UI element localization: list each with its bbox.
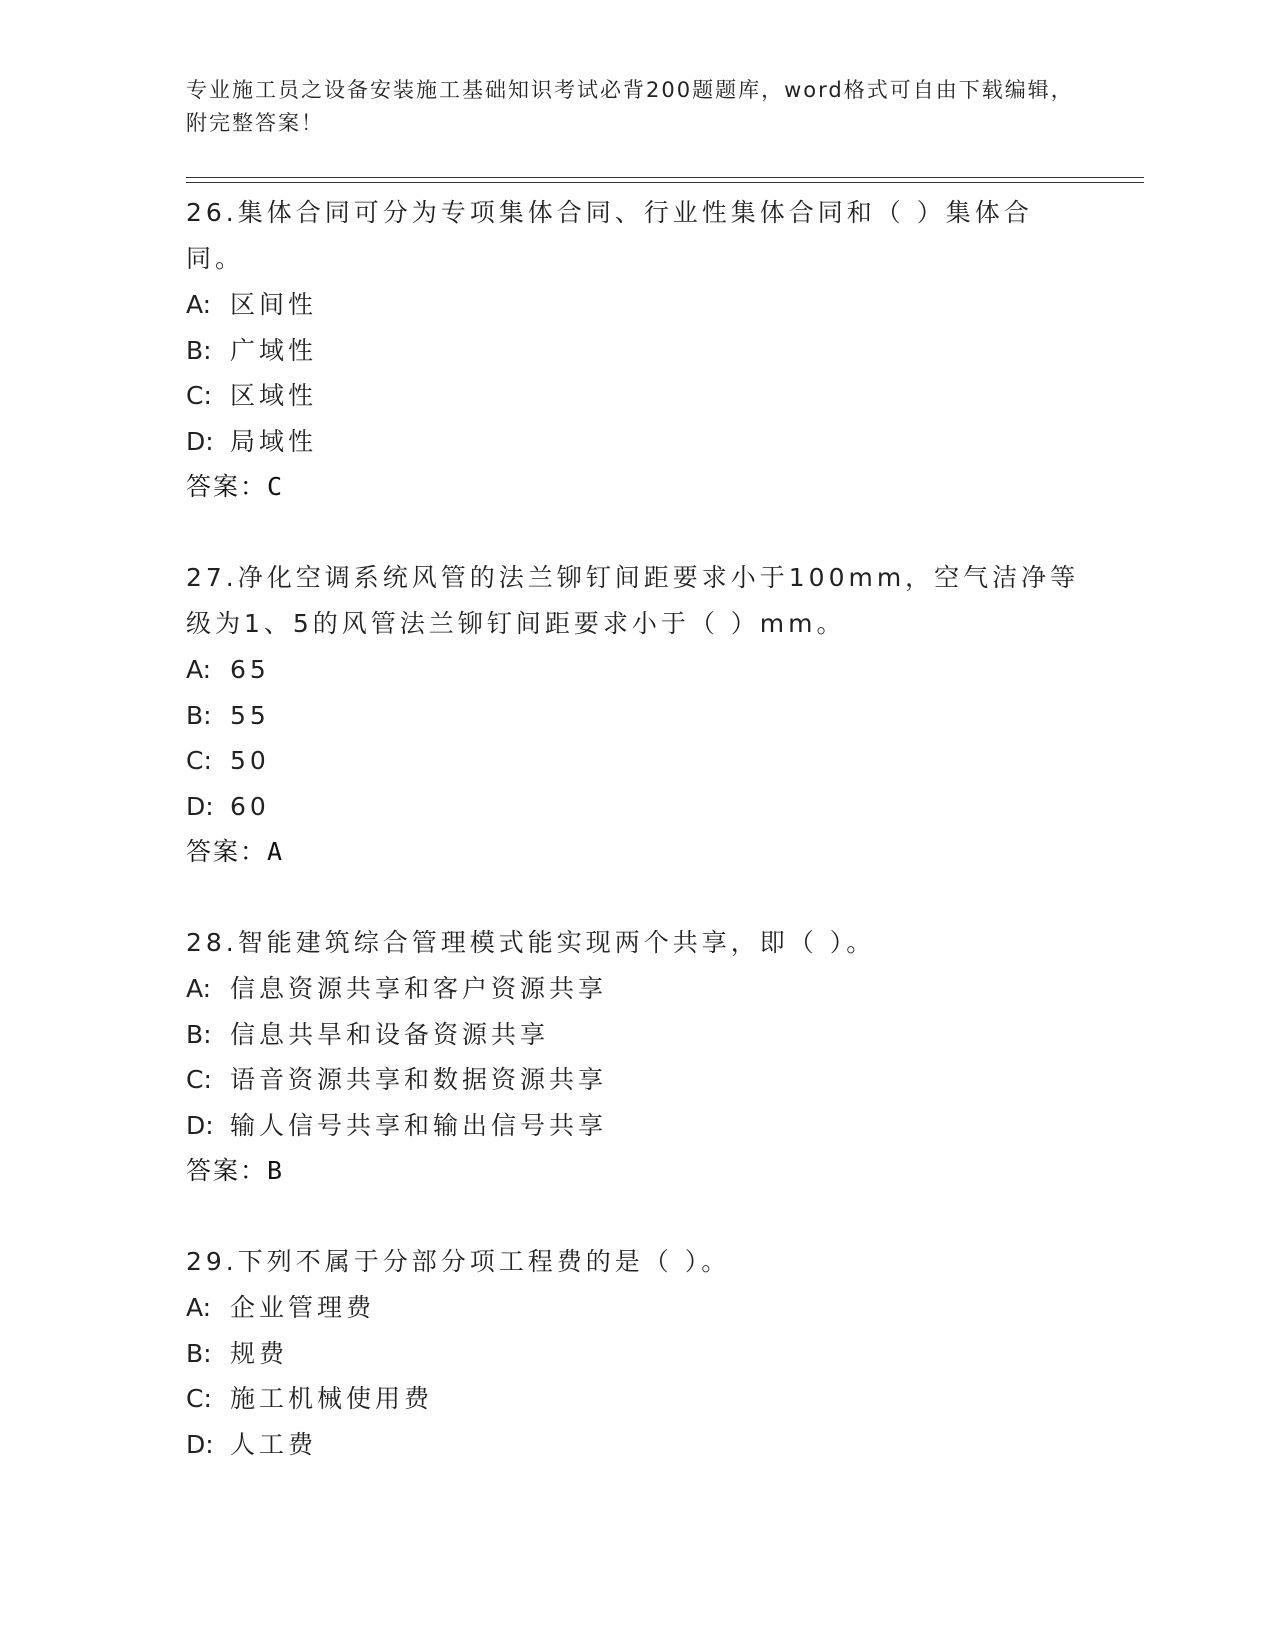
question-28 [186,920,1086,1193]
option-text: 语音资源共享和数据资源共享 [230,1065,608,1094]
option-text: 人工费 [230,1429,318,1459]
option-letter: A: [186,290,212,319]
option-c [186,1376,1086,1422]
option-c [186,373,1086,419]
question-text: 27.净化空调系统风管的法兰铆钉间距要求小于100mm，空气洁净等级为1、5的风管法兰铆钉间距要求小于（ ）mm。 [186,563,1080,638]
option-letter: B: [186,1338,212,1368]
option-text: 广域性 [230,335,318,365]
option-b [186,328,1086,374]
option-a [186,966,1086,1012]
option-letter: B: [186,700,212,730]
option-a [186,647,1086,693]
answer-line [186,829,1086,874]
question-text: 29.下列不属于分部分项工程费的是（ ）。 [186,1247,731,1276]
option-text: 局域性 [230,426,318,456]
option-c [186,738,1086,784]
option-text: 信息共旱和设备资源共享 [230,1019,550,1049]
option-text: 区域性 [230,381,318,410]
question-27 [186,555,1086,874]
question-text: 28.智能建筑综合管理模式能实现两个共享，即（ ）。 [186,928,876,957]
header-rule-top [186,177,1144,178]
option-letter: C: [186,1384,212,1413]
answer-line [186,1148,1086,1193]
answer-value: A [267,837,285,866]
question-29 [186,1239,1086,1467]
option-text: 规费 [230,1338,289,1368]
question-text: 26.集体合同可分为专项集体合同、行业性集体合同和（ ）集体合同。 [186,198,1033,273]
answer-label: 答案： [186,837,268,866]
option-a [186,282,1086,328]
option-text: 企业管理费 [230,1293,376,1322]
option-b [186,1012,1086,1058]
option-d [186,1103,1086,1149]
option-letter: D: [186,1110,214,1140]
option-letter: B: [186,335,212,365]
header-rule-bottom [186,182,1144,183]
option-text: 60 [230,791,270,821]
option-d [186,784,1086,830]
option-text: 55 [230,700,270,730]
option-text: 50 [230,746,270,775]
option-letter: A: [186,974,212,1003]
option-letter: D: [186,791,214,821]
option-letter: D: [186,1429,214,1459]
option-b [186,693,1086,739]
document-header: 专业施工员之设备安装施工基础知识考试必背200题题库，word格式可自由下载编辑，附完整答案！ [186,78,1074,135]
answer-label: 答案： [186,1156,268,1185]
option-text: 区间性 [230,290,318,319]
option-letter: D: [186,426,214,456]
answer-value: B [267,1156,285,1185]
option-text: 65 [230,655,270,684]
answer-value: C [267,472,285,501]
answer-label: 答案： [186,472,268,501]
option-c [186,1057,1086,1103]
option-letter: C: [186,1065,212,1094]
option-d [186,1422,1086,1468]
option-letter: B: [186,1019,212,1049]
option-letter: A: [186,655,212,684]
option-letter: A: [186,1293,212,1322]
option-text: 信息资源共享和客户资源共享 [230,974,608,1003]
option-letter: C: [186,746,212,775]
answer-line [186,464,1086,509]
option-b [186,1331,1086,1377]
option-a [186,1285,1086,1331]
question-26 [186,190,1086,509]
question-list [186,190,1086,1513]
option-d [186,419,1086,465]
option-text: 输人信号共享和输出信号共享 [230,1110,608,1140]
option-letter: C: [186,381,212,410]
option-text: 施工机械使用费 [230,1384,434,1413]
